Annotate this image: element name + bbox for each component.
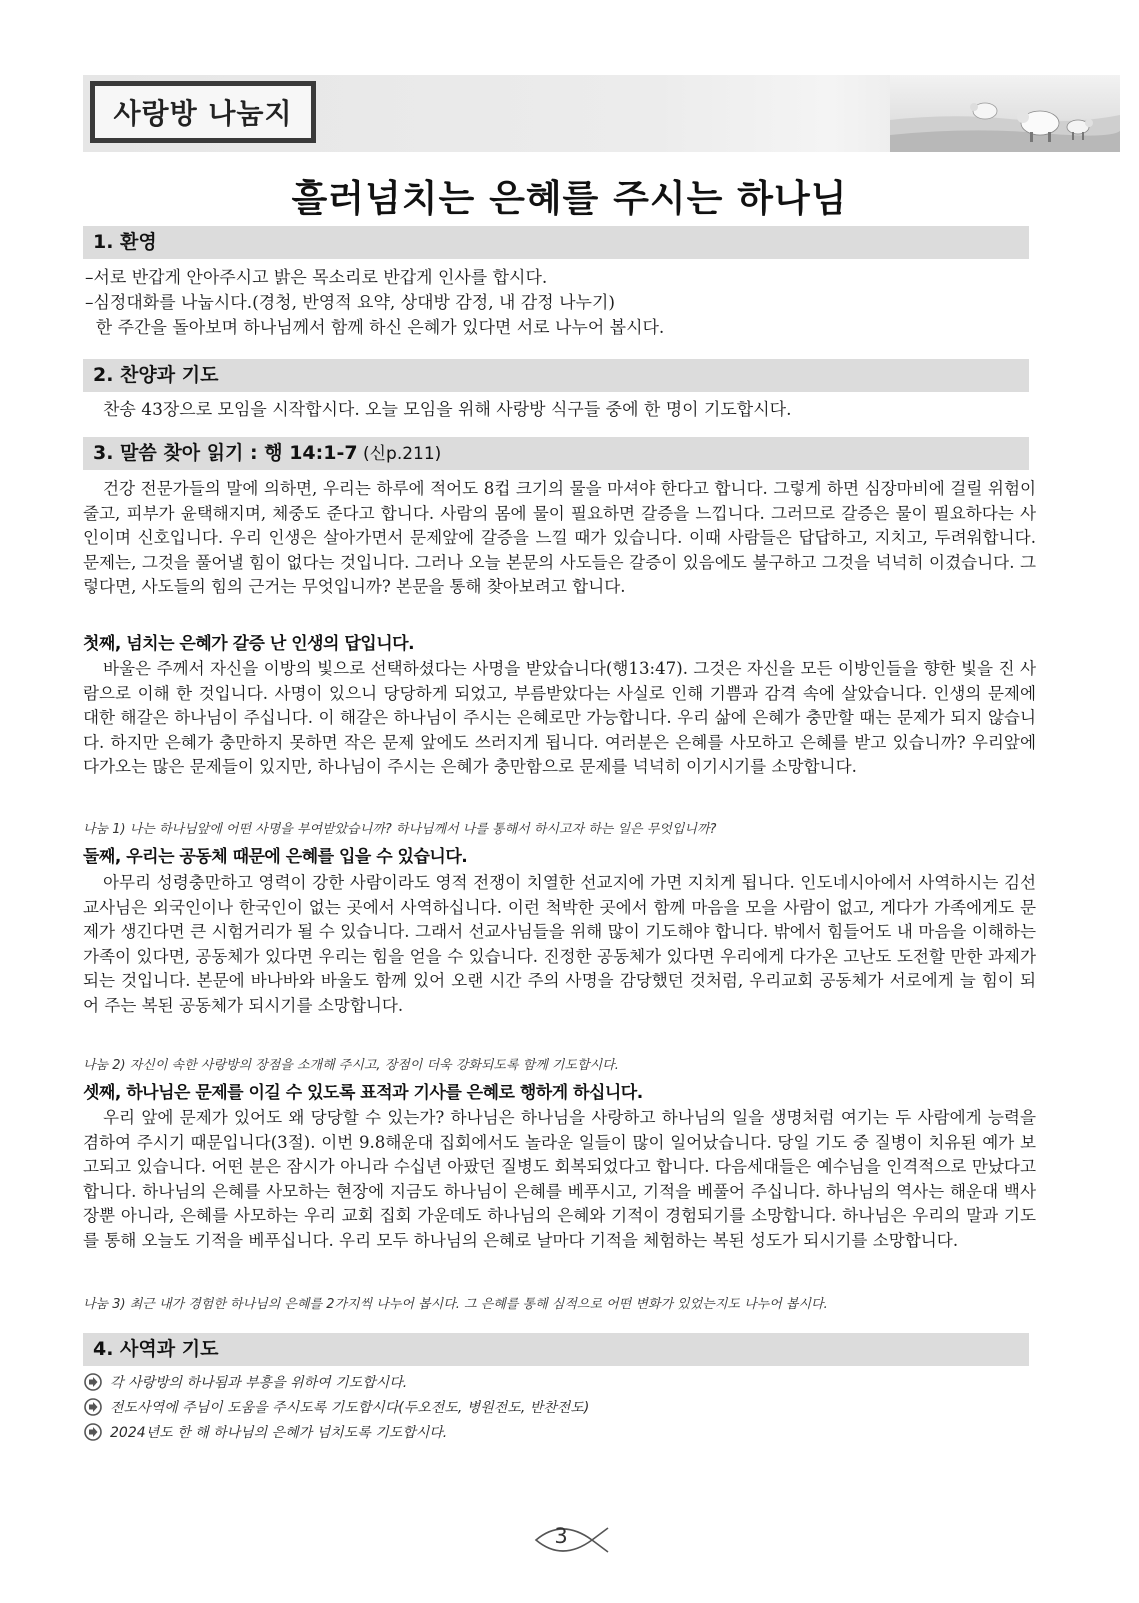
prayer-item <box>84 1396 984 1418</box>
prayer-item <box>84 1371 984 1393</box>
arrow-circle-icon <box>84 1373 102 1391</box>
welcome-line-2: –심정대화를 나눕시다.(경청, 반영적 요약, 상대방 감정, 내 감정 나누기) <box>85 293 616 313</box>
share-question-3: 나눔 3) 최근 내가 경험한 하나님의 은혜를 2가지씩 나누어 봅시다. 그 은혜를 통해 심적으로 어떤 변화가 있었는지도 나누어 봅시다. <box>83 1297 828 1312</box>
scripture-heading-text: 3. 말씀 찾아 읽기 : 행 14:1-7 <box>93 442 358 464</box>
share-question-1: 나눔 1) 나는 하나님앞에 어떤 사명을 부여받았습니까? 하나님께서 나를 통해서 하시고자 하는 일은 무엇입니까? <box>83 822 717 837</box>
header-banner <box>83 75 1120 152</box>
point-1-body: 바울은 주께서 자신을 이방의 빛으로 선택하셨다는 사명을 받았습니다(행13:47). 그것은 자신을 모든 이방인들을 향한 빛을 진 사람으로 이해 한 것입니다. 사명이 있으니 당당하게 되었고, 부름받았다는 사실로 인해 기쁨과 감격 속에 살았습니다. 인생의 문제에 대한 해갈은 하나님이 주십니다. 이 해갈은 하나님이 주시는 은혜로만 가능합니다. 우리 삶에 은혜가 충만할 때는 문제가 되지 않습니다. 하지만 은혜가 충만하지 못하면 작은 문제 앞에도 쓰러지게 됩니다. 여러분은 은혜를 사모하고 은혜를 받고 있습니까? 우리앞에 다가오는 많은 문제들이 있지만, 하나님이 주시는 은혜가 충만함으로 문제를 넉넉히 이기시기를 소망합니다. <box>83 659 1036 776</box>
page-number: 3 <box>554 1524 568 1548</box>
welcome-line-3: 한 주간을 돌아보며 하나님께서 함께 하신 은혜가 있다면 서로 나누어 봅시다. <box>85 318 665 338</box>
sheep-photo <box>890 75 1120 152</box>
point-2-body: 아무리 성령충만하고 영력이 강한 사람이라도 영적 전쟁이 치열한 선교지에 가면 지치게 됩니다. 인도네시아에서 사역하시는 김선교사님은 외국인이나 한국인이 없는 곳에서 사역하십니다. 이런 척박한 곳에서 함께 마음을 모을 사람이 없고, 게다가 가족에게도 문제가 생긴다면 큰 시험거리가 될 수 있습니다. 그래서 선교사님들을 위해 많이 기도해야 합니다. 밖에서 힘들어도 내 마음을 이해하는 가족이 있다면, 공동체가 있다면 우리는 힘을 얻을 수 있습니다. 진정한 공동체가 있다면 우리에게 다가온 고난도 도전할 만한 과제가 되는 것입니다. 본문에 바나바와 바울도 함께 있어 오랜 시간 주의 사명을 감당했던 것처럼, 우리교회 공동체가 서로에게 늘 힘이 되어 주는 복된 공동체가 되시기를 소망합니다. <box>83 873 1036 1015</box>
banner-label: 사랑방 나눔지 <box>90 81 316 143</box>
share-question-2: 나눔 2) 자신이 속한 사랑방의 장점을 소개해 주시고, 장점이 더욱 강화되도록 함께 기도합시다. <box>83 1058 619 1073</box>
point-3-body: 우리 앞에 문제가 있어도 왜 당당할 수 있는가? 하나님은 하나님을 사랑하고 하나님의 일을 생명처럼 여기는 두 사람에게 능력을 겸하여 주시기 때문입니다(3절). 이번 9.8해운대 집회에서도 놀라운 일들이 많이 일어났습니다. 당일 기도 중 질병이 치유된 예가 보고되고 있습니다. 어떤 분은 잠시가 아니라 수십년 아팠던 질병도 회복되었다고 합니다. 다음세대들은 예수님을 인격적으로 만났다고 합니다. 하나님의 은혜를 사모하는 현장에 지금도 하나님이 은혜를 베푸시고, 기적을 베풀어 주십니다. 하나님의 역사는 해운대 백사장뿐 아니라, 은혜를 사모하는 우리 교회 집회 가운데도 하나님의 은혜와 기적이 경험되기를 소망합니다. 하나님은 우리의 말과 기도를 통해 오늘도 기적을 베푸십니다. 우리 모두 하나님의 은혜로 날마다 기적을 체험하는 복된 성도가 되시기를 소망합니다. <box>83 1108 1036 1250</box>
prayer-item-text: 2024년도 한 해 하나님의 은혜가 넘치도록 기도합시다. <box>110 1425 448 1441</box>
intro-paragraph: 건강 전문가들의 말에 의하면, 우리는 하루에 적어도 8컵 크기의 물을 마셔야 한다고 합니다. 그렇게 하면 심장마비에 걸릴 위험이 줄고, 피부가 윤택해지며, 체중도 준다고 합니다. 사람의 몸에 물이 필요하면 갈증을 느낍니다. 그러므로 갈증은 물이 필요하다는 사인이며 신호입니다. 우리 인생은 살아가면서 문제앞에 갈증을 느낄 때가 있습니다. 이때 사람들은 답답하고, 지치고, 두려워합니다. 문제는, 그것을 풀어낼 힘이 없다는 것입니다. 그러나 오늘 본문의 사도들은 갈증이 있음에도 불구하고 그것을 넉넉히 이겼습니다. 그렇다면, 사도들의 힘의 근거는 무엇입니까? 본문을 통해 찾아보려고 합니다. <box>83 479 1036 596</box>
prayer-item-text: 전도사역에 주님이 도움을 주시도록 기도합시다(두오전도, 병원전도, 반찬전도) <box>110 1400 590 1416</box>
prayer-item-text: 각 사랑방의 하나됨과 부흥을 위하여 기도합시다. <box>110 1375 408 1391</box>
arrow-circle-icon <box>84 1398 102 1416</box>
praise-text: 찬송 43장으로 모임을 시작합시다. 오늘 모임을 위해 사랑방 식구들 중에 한 명이 기도합시다. <box>103 400 792 420</box>
scripture-reference: (신p.211) <box>357 444 442 464</box>
section-heading-ministry: 4. 사역과 기도 <box>83 1333 1029 1366</box>
section-heading-scripture <box>83 437 1029 470</box>
point-1-heading: 첫째, 넘치는 은혜가 갈증 난 인생의 답입니다. <box>83 634 415 654</box>
point-3-heading: 셋째, 하나님은 문제를 이길 수 있도록 표적과 기사를 은혜로 행하게 하십니다. <box>83 1083 643 1103</box>
point-2-heading: 둘째, 우리는 공동체 때문에 은혜를 입을 수 있습니다. <box>83 847 468 867</box>
page-number-badge <box>532 1522 612 1558</box>
arrow-circle-icon <box>84 1423 102 1441</box>
section-heading-welcome: 1. 환영 <box>83 226 1029 259</box>
section-heading-praise: 2. 찬양과 기도 <box>83 359 1029 392</box>
page-title: 흘러넘치는 은혜를 주시는 하나님 <box>291 177 848 220</box>
welcome-line-1: –서로 반갑게 안아주시고 밝은 목소리로 반갑게 인사를 합시다. <box>85 268 548 288</box>
prayer-item <box>84 1421 984 1443</box>
